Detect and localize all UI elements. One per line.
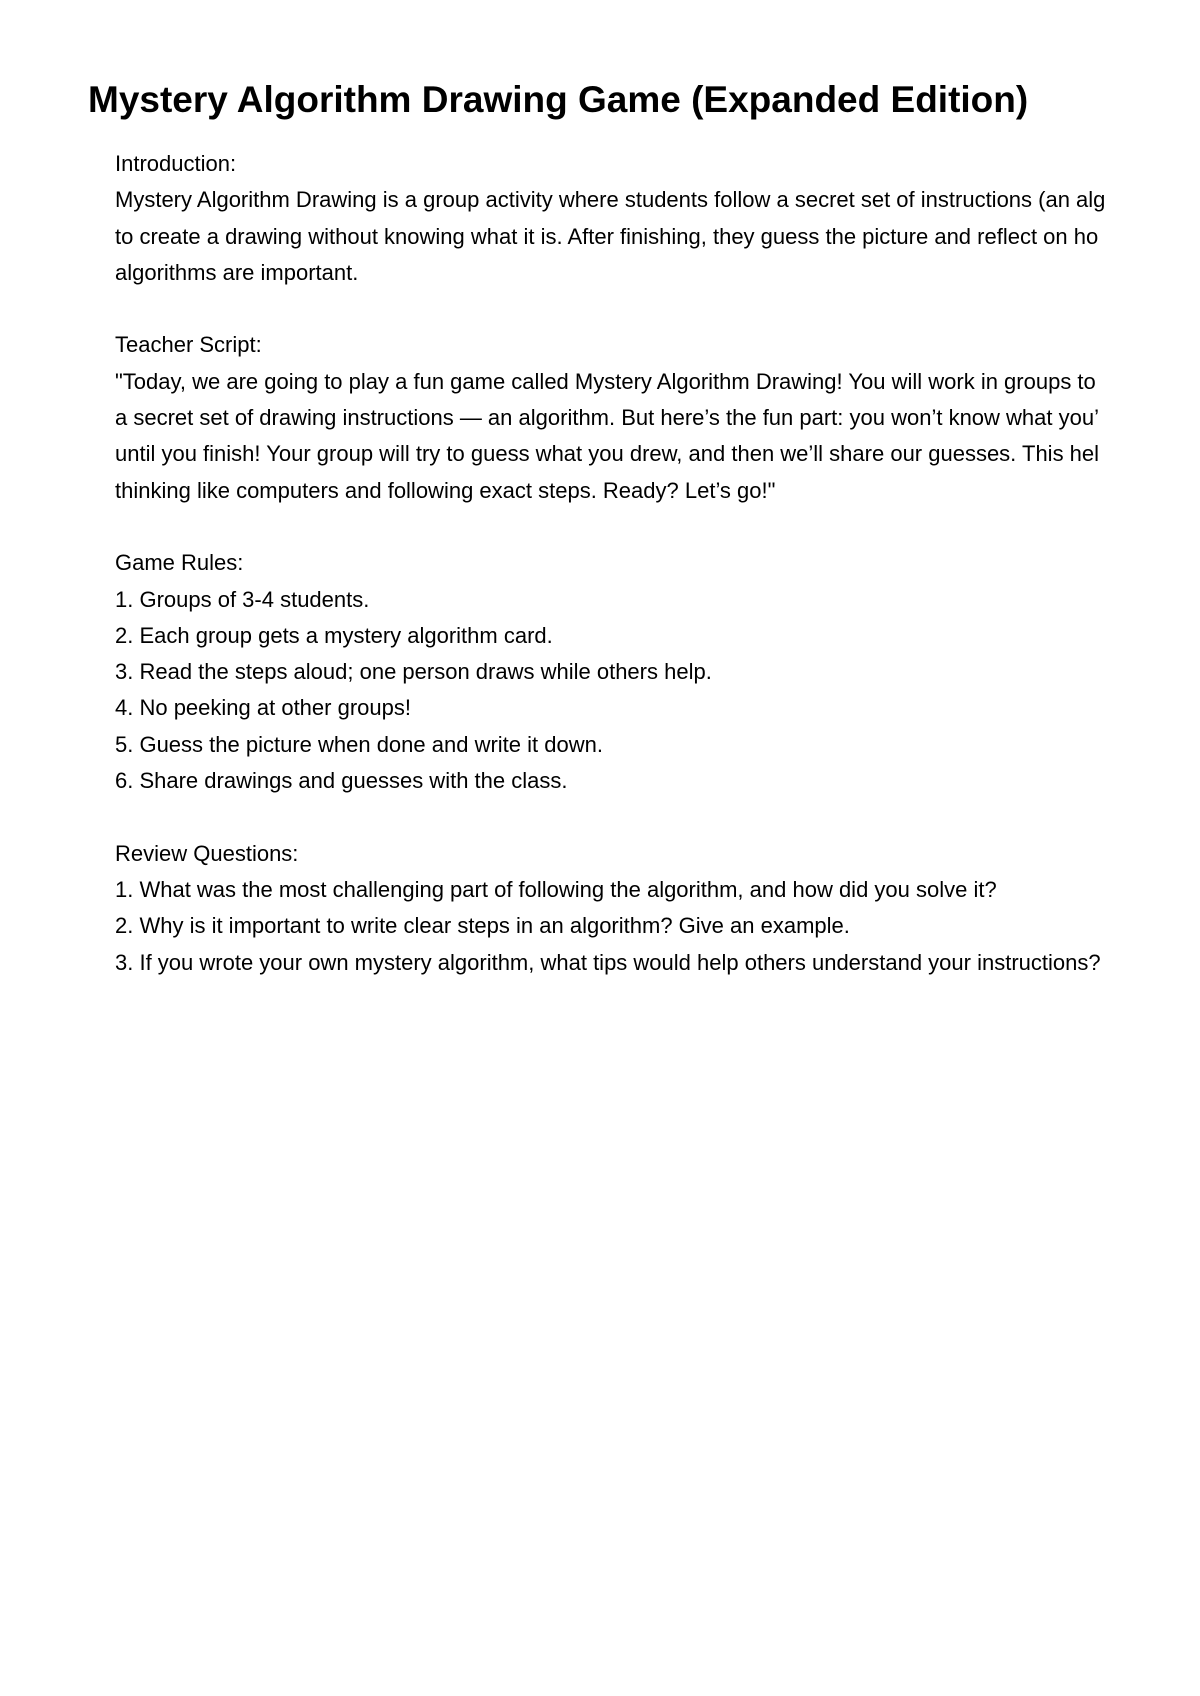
game-rule-item: 4. No peeking at other groups! xyxy=(115,695,411,721)
review-questions-heading: Review Questions: xyxy=(115,840,299,866)
introduction-line: Mystery Algorithm Drawing is a group activity where students follow a secret set of instructions (an alg xyxy=(115,187,1106,213)
section-spacer xyxy=(115,799,1200,835)
introduction-line: to create a drawing without knowing what it is. After finishing, they guess the picture and reflect on ho xyxy=(115,223,1099,249)
review-question-item: 2. Why is it important to write clear steps in an algorithm? Give an example. xyxy=(115,913,850,939)
introduction-heading: Introduction: xyxy=(115,151,237,176)
game-rule-item: 1. Groups of 3-4 students. xyxy=(115,586,370,612)
game-rule-item: 2. Each group gets a mystery algorithm card. xyxy=(115,622,553,648)
review-question-item: 3. If you wrote your own mystery algorithm, what tips would help others understand your instructions? xyxy=(115,949,1101,975)
game-rule-item: 6. Share drawings and guesses with the class. xyxy=(115,768,568,794)
game-rules-heading: Game Rules: xyxy=(115,550,244,576)
introduction-line: algorithms are important. xyxy=(115,259,359,285)
teacher-script-line: until you finish! Your group will try to guess what you drew, and then we’ll share our guesses. This hel xyxy=(115,441,1100,467)
section-spacer xyxy=(115,291,1200,327)
teacher-script-line: thinking like computers and following exact steps. Ready? Let’s go!" xyxy=(115,477,776,503)
document-body xyxy=(115,146,1200,981)
teacher-script-heading: Teacher Script: xyxy=(115,332,262,358)
teacher-script-line: a secret set of drawing instructions — an algorithm. But here’s the fun part: you won’t know what you’ xyxy=(115,405,1099,431)
teacher-script-line: "Today, we are going to play a fun game called Mystery Algorithm Drawing! You will work in groups to xyxy=(115,368,1096,394)
document-title: Mystery Algorithm Drawing Game (Expanded Edition) xyxy=(88,79,1029,120)
game-rule-item: 5. Guess the picture when done and write it down. xyxy=(115,731,603,757)
section-spacer xyxy=(115,509,1200,545)
review-question-item: 1. What was the most challenging part of following the algorithm, and how did you solve it? xyxy=(115,876,997,902)
game-rule-item: 3. Read the steps aloud; one person draws while others help. xyxy=(115,659,712,685)
